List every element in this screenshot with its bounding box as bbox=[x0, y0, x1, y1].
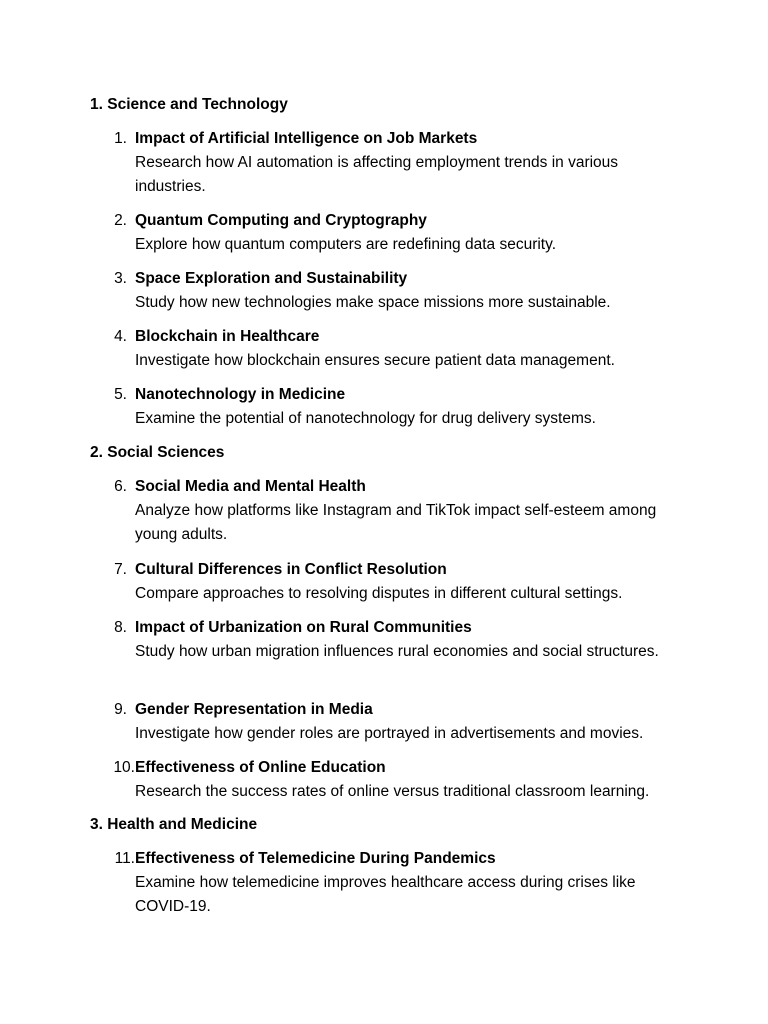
item-description: Investigate how gender roles are portrayed in advertisements and movies. bbox=[135, 725, 644, 742]
item-number: 5. bbox=[114, 386, 127, 403]
item-body bbox=[135, 267, 683, 315]
item-description: Investigate how blockchain ensures secure patient data management. bbox=[135, 352, 615, 369]
item-description: Study how new technologies make space missions more sustainable. bbox=[135, 294, 611, 311]
item-description: Examine the potential of nanotechnology for drug delivery systems. bbox=[135, 410, 596, 427]
item-title: Effectiveness of Telemedicine During Pandemics bbox=[135, 850, 496, 867]
item-body bbox=[135, 847, 683, 919]
item-title: Gender Representation in Media bbox=[135, 701, 373, 718]
item-description: Research how AI automation is affecting employment trends in various industries. bbox=[135, 154, 619, 195]
item-title: Quantum Computing and Cryptography bbox=[135, 212, 427, 229]
item-description: Research the success rates of online versus traditional classroom learning. bbox=[135, 783, 650, 800]
item-title: Effectiveness of Online Education bbox=[135, 759, 386, 776]
item-body bbox=[135, 558, 683, 606]
item-number: 3. bbox=[114, 270, 127, 287]
section-heading: 3. Health and Medicine bbox=[90, 816, 258, 833]
item-description: Examine how telemedicine improves healthcare access during crises like COVID-19. bbox=[135, 874, 636, 915]
item-title: Nanotechnology in Medicine bbox=[135, 386, 346, 403]
item-description: Study how urban migration influences rural economies and social structures. bbox=[135, 643, 659, 660]
item-body bbox=[135, 616, 683, 664]
item-number: 4. bbox=[114, 328, 127, 345]
item-title: Space Exploration and Sustainability bbox=[135, 270, 408, 287]
item-body bbox=[135, 209, 683, 257]
item-title: Cultural Differences in Conflict Resolution bbox=[135, 561, 447, 578]
item-body bbox=[135, 698, 683, 746]
item-description: Compare approaches to resolving disputes in different cultural settings. bbox=[135, 585, 623, 602]
item-number: 7. bbox=[114, 561, 127, 578]
item-number: 11. bbox=[114, 850, 135, 867]
item-title: Social Media and Mental Health bbox=[135, 478, 366, 495]
item-number: 1. bbox=[114, 130, 127, 147]
section-heading: 1. Science and Technology bbox=[90, 96, 288, 113]
item-number: 2. bbox=[114, 212, 127, 229]
item-title: Impact of Urbanization on Rural Communities bbox=[135, 619, 472, 636]
section-heading: 2. Social Sciences bbox=[90, 444, 225, 461]
item-description: Analyze how platforms like Instagram and TikTok impact self-esteem among young adults. bbox=[135, 502, 657, 543]
item-body bbox=[135, 383, 683, 431]
item-number: 9. bbox=[114, 701, 127, 718]
item-title: Impact of Artificial Intelligence on Job Markets bbox=[135, 130, 478, 147]
item-number: 8. bbox=[114, 619, 127, 636]
item-number: 10. bbox=[113, 759, 135, 776]
item-body bbox=[135, 127, 683, 199]
item-number: 6. bbox=[114, 478, 127, 495]
item-description: Explore how quantum computers are redefining data security. bbox=[135, 236, 557, 253]
item-title: Blockchain in Healthcare bbox=[135, 328, 320, 345]
item-body bbox=[135, 475, 683, 547]
item-body bbox=[135, 325, 683, 373]
item-body bbox=[135, 756, 683, 804]
